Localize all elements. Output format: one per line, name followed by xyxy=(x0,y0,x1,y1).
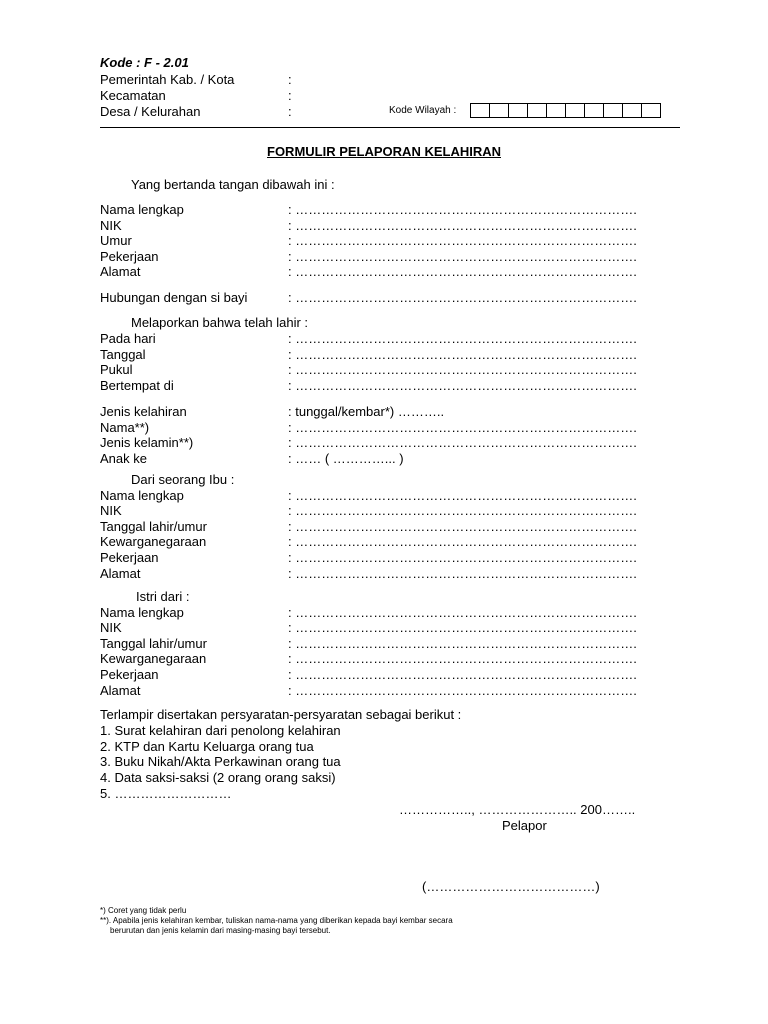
footnote-2: **). Apabila jenis kelahiran kembar, tuliskan nama-nama yang diberikan kepada bayi kembar secara xyxy=(100,916,453,925)
kode-wilayah-box[interactable] xyxy=(508,103,528,118)
ibu-label-nik: NIK xyxy=(100,503,122,518)
istri-field-kewarganegaraan[interactable]: : ……………………………………………………………………. xyxy=(288,651,637,666)
kode-wilayah-box[interactable] xyxy=(565,103,585,118)
ibu-field-tanggal-lahir[interactable]: : ……………………………………………………………………. xyxy=(288,519,637,534)
bayi-label-jenis-kelahiran: Jenis kelahiran xyxy=(100,404,187,419)
pelapor-field-nama[interactable]: : ……………………………………………………………………. xyxy=(288,202,637,217)
ibu-label-nama: Nama lengkap xyxy=(100,488,184,503)
ibu-field-nama[interactable]: : ……………………………………………………………………. xyxy=(288,488,637,503)
header-colon-desa: : xyxy=(288,104,292,119)
bayi-label-jenis-kelamin: Jenis kelamin**) xyxy=(100,435,194,450)
hubungan-label: Hubungan dengan si bayi xyxy=(100,290,248,305)
pelapor-label-alamat: Alamat xyxy=(100,264,141,279)
istri-field-alamat[interactable]: : ……………………………………………………………………. xyxy=(288,683,637,698)
bayi-field-nama[interactable]: : ……………………………………………………………………. xyxy=(288,420,637,435)
lahir-label-hari: Pada hari xyxy=(100,331,156,346)
kode-wilayah-box[interactable] xyxy=(489,103,509,118)
istri-field-nik[interactable]: : ……………………………………………………………………. xyxy=(288,620,637,635)
header-colon-kecamatan: : xyxy=(288,88,292,103)
pelapor-field-umur[interactable]: : ……………………………………………………………………. xyxy=(288,233,637,248)
hubungan-field[interactable]: : ……………………………………………………………………. xyxy=(288,290,637,305)
lahir-label-tanggal: Tanggal xyxy=(100,347,146,362)
header-divider xyxy=(100,127,680,128)
bayi-field-jenis-kelamin[interactable]: : ……………………………………………………………………. xyxy=(288,435,637,450)
istri-label-nik: NIK xyxy=(100,620,122,635)
lahir-field-pukul[interactable]: : ……………………………………………………………………. xyxy=(288,362,637,377)
istri-label-kewarganegaraan: Kewarganegaraan xyxy=(100,651,207,666)
ibu-field-kewarganegaraan[interactable]: : ……………………………………………………………………. xyxy=(288,534,637,549)
signature-name-line[interactable]: (…………………………………) xyxy=(422,879,600,894)
lampiran-heading: Terlampir disertakan persyaratan-persyaratan sebagai berikut : xyxy=(100,707,462,722)
kode-wilayah-box[interactable] xyxy=(527,103,547,118)
pelapor-label-umur: Umur xyxy=(100,233,132,248)
bayi-field-jenis-kelahiran[interactable]: : tunggal/kembar*) ……….. xyxy=(288,404,445,419)
bayi-field-anak-ke[interactable]: : …… ( …………... ) xyxy=(288,451,404,466)
footnote-1: *) Coret yang tidak perlu xyxy=(100,906,187,915)
header-label-kabupaten: Pemerintah Kab. / Kota xyxy=(100,72,235,87)
ibu-field-pekerjaan[interactable]: : ……………………………………………………………………. xyxy=(288,550,637,565)
kode-wilayah-boxes xyxy=(470,103,661,118)
pelapor-label-pekerjaan: Pekerjaan xyxy=(100,249,159,264)
lampiran-item: 4. Data saksi-saksi (2 orang orang saksi) xyxy=(100,770,336,785)
signature-role: Pelapor xyxy=(502,818,547,833)
istri-label-tanggal-lahir: Tanggal lahir/umur xyxy=(100,636,207,651)
istri-label-pekerjaan: Pekerjaan xyxy=(100,667,159,682)
istri-label-nama: Nama lengkap xyxy=(100,605,184,620)
kode-wilayah-box[interactable] xyxy=(470,103,490,118)
ibu-label-pekerjaan: Pekerjaan xyxy=(100,550,159,565)
pelapor-label-nama: Nama lengkap xyxy=(100,202,184,217)
istri-label-alamat: Alamat xyxy=(100,683,141,698)
ibu-label-kewarganegaraan: Kewarganegaraan xyxy=(100,534,207,549)
bayi-label-nama: Nama**) xyxy=(100,420,150,435)
form-code: Kode : F - 2.01 xyxy=(100,55,189,70)
intro-text: Yang bertanda tangan dibawah ini : xyxy=(131,177,335,192)
ibu-heading: Dari seorang Ibu : xyxy=(131,472,235,487)
lahir-label-pukul: Pukul xyxy=(100,362,133,377)
lahir-field-tempat[interactable]: : ……………………………………………………………………. xyxy=(288,378,637,393)
header-colon-kabupaten: : xyxy=(288,72,292,87)
istri-field-pekerjaan[interactable]: : ……………………………………………………………………. xyxy=(288,667,637,682)
pelapor-label-nik: NIK xyxy=(100,218,122,233)
kode-wilayah-box[interactable] xyxy=(641,103,661,118)
istri-field-nama[interactable]: : ……………………………………………………………………. xyxy=(288,605,637,620)
ibu-field-alamat[interactable]: : ……………………………………………………………………. xyxy=(288,566,637,581)
ibu-label-alamat: Alamat xyxy=(100,566,141,581)
istri-heading: Istri dari : xyxy=(136,589,190,604)
header-label-desa: Desa / Kelurahan xyxy=(100,104,201,119)
lahir-field-hari[interactable]: : ……………………………………………………………………. xyxy=(288,331,637,346)
lampiran-item-blank[interactable]: 5. ……………………… xyxy=(100,786,232,801)
kode-wilayah-label: Kode Wilayah : xyxy=(389,105,457,116)
kode-wilayah-box[interactable] xyxy=(584,103,604,118)
bayi-label-anak-ke: Anak ke xyxy=(100,451,147,466)
kode-wilayah-box[interactable] xyxy=(622,103,642,118)
lahir-label-tempat: Bertempat di xyxy=(100,378,174,393)
lahir-field-tanggal[interactable]: : ……………………………………………………………………. xyxy=(288,347,637,362)
lahir-heading: Melaporkan bahwa telah lahir : xyxy=(131,315,309,330)
lampiran-item: 2. KTP dan Kartu Keluarga orang tua xyxy=(100,739,314,754)
kode-wilayah-box[interactable] xyxy=(546,103,566,118)
ibu-field-nik[interactable]: : ……………………………………………………………………. xyxy=(288,503,637,518)
lampiran-item: 1. Surat kelahiran dari penolong kelahiran xyxy=(100,723,341,738)
header-label-kecamatan: Kecamatan xyxy=(100,88,166,103)
page-title: FORMULIR PELAPORAN KELAHIRAN xyxy=(267,144,501,159)
lampiran-item: 3. Buku Nikah/Akta Perkawinan orang tua xyxy=(100,754,341,769)
signature-place-date[interactable]: …………….., ………………….. 200…….. xyxy=(399,802,636,817)
pelapor-field-pekerjaan[interactable]: : ……………………………………………………………………. xyxy=(288,249,637,264)
footnote-3: berurutan dan jenis kelamin dari masing-masing bayi tersebut. xyxy=(110,926,331,935)
ibu-label-tanggal-lahir: Tanggal lahir/umur xyxy=(100,519,207,534)
istri-field-tanggal-lahir[interactable]: : ……………………………………………………………………. xyxy=(288,636,637,651)
pelapor-field-alamat[interactable]: : ……………………………………………………………………. xyxy=(288,264,637,279)
kode-wilayah-box[interactable] xyxy=(603,103,623,118)
pelapor-field-nik[interactable]: : ……………………………………………………………………. xyxy=(288,218,637,233)
